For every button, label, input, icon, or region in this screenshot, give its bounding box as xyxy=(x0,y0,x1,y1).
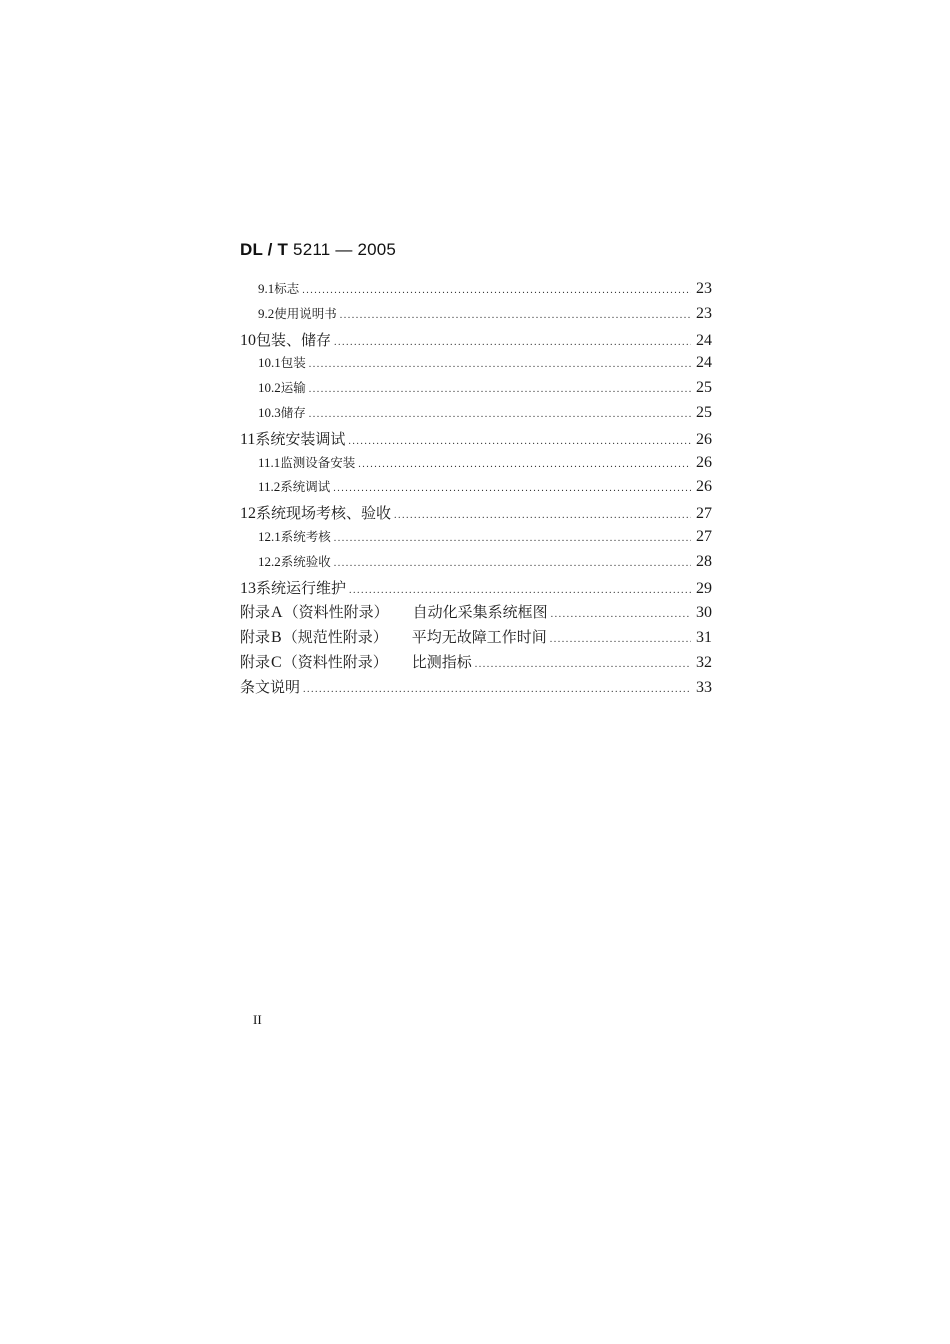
toc-page-number: 26 xyxy=(696,430,712,448)
appendix-letter: A xyxy=(271,604,283,622)
appendix-kind: （资料性附录） xyxy=(283,603,389,622)
toc-entry[interactable] xyxy=(240,353,712,378)
toc-appendix-entry[interactable] xyxy=(240,601,712,626)
toc-entry[interactable] xyxy=(240,378,712,403)
toc-section-title: 包装 xyxy=(280,355,306,371)
dot-leader xyxy=(302,285,691,296)
toc-section-title: 运输 xyxy=(280,380,306,396)
toc-entry[interactable] xyxy=(240,502,712,527)
dot-leader xyxy=(550,634,691,645)
dot-leader xyxy=(349,585,691,596)
standard-code-header xyxy=(240,240,396,260)
toc-section-title: 使用说明书 xyxy=(274,305,337,321)
toc-page-number: 31 xyxy=(696,629,712,647)
toc-page-number: 32 xyxy=(696,653,712,671)
toc-page-number: 33 xyxy=(696,678,712,696)
toc-section-title: 储存 xyxy=(280,404,306,420)
toc-appendix-entry[interactable] xyxy=(240,651,712,676)
toc-entry[interactable] xyxy=(240,527,712,552)
toc-page-number: 24 xyxy=(696,354,712,372)
dot-leader xyxy=(475,659,691,670)
toc-section-number: 9.2 xyxy=(258,305,275,321)
toc-section-number: 12 xyxy=(240,505,256,523)
toc-section-number: 10.3 xyxy=(258,404,281,420)
dot-leader xyxy=(334,337,691,348)
toc-section-number: 11.2 xyxy=(258,479,281,495)
toc-section-number: 10.1 xyxy=(258,355,281,371)
toc-section-number: 13 xyxy=(240,579,256,597)
dot-leader xyxy=(303,684,691,695)
toc-page-number: 23 xyxy=(696,304,712,322)
toc-section-number: 10.2 xyxy=(258,380,281,396)
dot-leader xyxy=(333,483,691,494)
appendix-prefix: 附录 xyxy=(240,628,271,647)
toc-section-number: 9.1 xyxy=(258,281,275,296)
toc-entry[interactable] xyxy=(240,279,712,304)
dot-leader xyxy=(358,459,691,470)
notes-title: 条文说明 xyxy=(240,677,301,696)
toc-section-number: 11 xyxy=(240,430,256,448)
standard-number: 5211 — 2005 xyxy=(293,240,397,259)
dot-leader xyxy=(334,558,691,569)
toc-entry[interactable] xyxy=(240,329,712,354)
dot-leader xyxy=(394,510,691,521)
appendix-letter: B xyxy=(271,629,282,647)
toc-entry[interactable] xyxy=(240,304,712,329)
dot-leader xyxy=(309,409,691,420)
standard-code: DL / T xyxy=(240,240,289,259)
toc-page-number: 27 xyxy=(696,527,712,545)
table-of-contents xyxy=(240,279,712,701)
dot-leader xyxy=(309,384,691,395)
toc-entry[interactable] xyxy=(240,552,712,577)
toc-entry[interactable] xyxy=(240,477,712,502)
toc-page-number: 29 xyxy=(696,579,712,597)
toc-page-number: 27 xyxy=(696,505,712,523)
toc-page-number: 25 xyxy=(696,379,712,397)
toc-section-title: 系统运行维护 xyxy=(256,578,347,597)
toc-page-number: 28 xyxy=(696,552,712,570)
toc-section-title: 系统安装调试 xyxy=(255,429,346,448)
toc-section-title: 包装、储存 xyxy=(256,330,332,349)
toc-section-title: 系统考核 xyxy=(280,528,331,544)
toc-entry[interactable] xyxy=(240,428,712,453)
dot-leader xyxy=(340,310,691,321)
toc-page-number: 24 xyxy=(696,331,712,349)
appendix-kind: （资料性附录） xyxy=(282,652,388,671)
toc-notes-entry[interactable] xyxy=(240,676,712,701)
toc-page-number: 23 xyxy=(696,280,712,297)
toc-section-title: 系统验收 xyxy=(280,553,331,569)
toc-section-title: 系统调试 xyxy=(280,479,331,495)
appendix-title: 自动化采集系统框图 xyxy=(412,603,548,622)
appendix-kind: （规范性附录） xyxy=(282,628,388,647)
dot-leader xyxy=(348,436,691,447)
toc-section-title: 监测设备安装 xyxy=(280,454,356,470)
toc-entry[interactable] xyxy=(240,403,712,428)
toc-entry[interactable] xyxy=(240,453,712,478)
toc-section-number: 11.1 xyxy=(258,454,281,470)
dot-leader xyxy=(309,359,691,370)
toc-entry[interactable] xyxy=(240,577,712,602)
appendix-title: 比测指标 xyxy=(411,652,472,671)
toc-page-number: 30 xyxy=(696,604,712,622)
toc-section-number: 12.1 xyxy=(258,528,281,544)
dot-leader xyxy=(334,533,691,544)
appendix-prefix: 附录 xyxy=(240,603,271,622)
appendix-title: 平均无故障工作时间 xyxy=(411,628,547,647)
appendix-prefix: 附录 xyxy=(240,652,271,671)
toc-section-title: 标志 xyxy=(274,281,300,296)
toc-page-number: 26 xyxy=(696,453,712,471)
appendix-letter: C xyxy=(271,653,282,671)
toc-page-number: 25 xyxy=(696,403,712,421)
toc-section-number: 12.2 xyxy=(258,553,281,569)
toc-section-title: 系统现场考核、验收 xyxy=(256,504,392,523)
toc-section-number: 10 xyxy=(240,331,256,349)
toc-page-number: 26 xyxy=(696,478,712,496)
dot-leader xyxy=(551,609,691,620)
toc-appendix-entry[interactable] xyxy=(240,626,712,651)
page-number-footer: II xyxy=(253,1012,262,1027)
